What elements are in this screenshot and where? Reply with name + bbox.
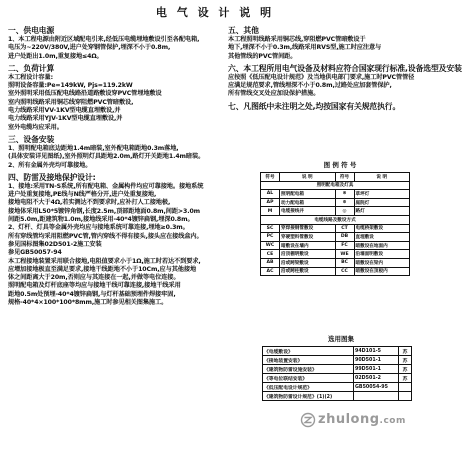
symbol-table-cell: CE [261, 250, 280, 259]
reference-table-cell: 《等电位联结安装》 [263, 374, 354, 383]
reference-table-cell: 《电缆敷设》 [263, 347, 354, 356]
reference-table-cell [399, 383, 412, 392]
symbol-table-cell: 穿焊接钢管敷设 [280, 224, 336, 233]
symbol-table-cell: ⊗ [335, 190, 354, 199]
left-text-line: 间距5.0m,距建筑物1.0m,接地线采用-40*4镀锌扁钢,埋深0.8m。 [8, 216, 194, 224]
symbol-table-row [261, 241, 410, 250]
symbol-table-cell: AL [261, 190, 280, 199]
right-column [228, 26, 462, 112]
left-text-line: 2、灯杆、灯具等金属外壳均应与接地系统可靠连接,埋地≥0.3m。 [8, 224, 189, 232]
reference-table-row [263, 347, 412, 356]
symbol-table-section-row [261, 181, 410, 190]
symbol-table-title: 图 例 符 号 [323, 161, 357, 169]
watermark-logo-icon [300, 412, 316, 428]
symbol-table-cell: 庭院灯 [354, 198, 410, 207]
reference-table-cell: 苏 [399, 356, 412, 365]
left-text-line: 规格-40*4×100*100*8mm,施工时参见相关图集施工。 [8, 299, 168, 307]
symbol-table-cell: FC [335, 241, 354, 250]
right-text-line: 所有管线交叉处应加设保护措施。 [228, 90, 320, 98]
left-text-line: 二、负荷计算 [8, 63, 55, 73]
page-title: 电 气 设 计 说 明 [155, 6, 275, 19]
symbol-table-section-title: 电缆线路及敷设方式 [261, 215, 410, 224]
left-text-line: 电力线路采用VV-1KV型电缆直埋敷设,并 [8, 107, 121, 115]
watermark-text: zhulong [318, 412, 380, 427]
reference-table-cell [354, 392, 399, 401]
symbol-table-cell: 电缆桥架敷设 [354, 224, 410, 233]
right-text-line: 地下,埋深不小于0.3m,线路采用RVS型,施工时应注意与 [228, 44, 382, 52]
reference-table-cell: 90D501-1 [354, 356, 399, 365]
symbol-table-row [261, 198, 410, 207]
symbol-table-cell: 沿墙面明敷设 [354, 250, 410, 259]
reference-table-title: 选用图集 [328, 335, 354, 343]
reference-table-cell: 《低压配电设计规范》 [263, 383, 354, 392]
symbol-table-header-cell: 说 明 [354, 173, 410, 182]
reference-table-cell: 94D101-5 [354, 347, 399, 356]
left-column [8, 26, 220, 307]
symbol-table-row [261, 267, 410, 276]
symbol-table-header-cell: 符号 [335, 173, 354, 182]
left-text-line: 1、接地:采用TN-S系统,所有配电箱、金属构件均应可靠接地。接地系统 [8, 182, 204, 190]
left-text-line: 1、本工程电源由附近区域配电引来,经低压电缆埋地敷设引至各配电箱, [8, 36, 200, 43]
reference-table-cell: 《建筑物防雷设计规范》(1)(2) [263, 392, 354, 401]
symbol-table-row [261, 258, 410, 267]
symbol-table-header-cell: 说 明 [280, 173, 336, 182]
symbol-table-cell: CC [335, 267, 354, 276]
symbol-table-cell: M [261, 207, 280, 216]
left-text-line: 电力线路采用YJV-1KV型电缆直埋敷设,并 [8, 115, 123, 123]
symbol-table-cell: 沿或跨柱敷设 [280, 267, 336, 276]
reference-table-cell [399, 392, 412, 401]
symbol-table-cell: AC [261, 267, 280, 276]
reference-table-cell: 02D501-2 [354, 374, 399, 383]
reference-table-cell: 苏 [399, 374, 412, 383]
symbol-table-cell: 沿顶棚明敷设 [280, 250, 336, 259]
left-text-line: 一、供电电源 [8, 26, 55, 35]
symbol-table-cell: 动力配电箱 [280, 198, 336, 207]
right-text-line: 其他管线的PVC管间距。 [228, 52, 297, 60]
left-text-line: 电压为~220V/380V,进户处穿钢管保护,埋深不小于0.8m, [8, 44, 171, 52]
symbol-table-row [261, 207, 410, 216]
symbol-table-cell: WE [335, 250, 354, 259]
left-text-line: 室内照明线路采用铜芯线穿阻燃PVC管暗敷设, [8, 98, 134, 106]
symbol-table-row [261, 224, 410, 233]
left-text-line: 1、照明配电箱底边距地1.4m暗装,室外配电箱距地0.3m落地, [8, 144, 179, 152]
symbol-table-section-row [261, 215, 410, 224]
left-text-line: 三、设备安装 [8, 134, 55, 144]
left-text-line: 体之间距离大于20m,否则应与其连接在一起,并做等电位连接。 [8, 274, 180, 282]
symbol-table-cell: ◎ [335, 207, 354, 216]
symbol-table-row [261, 250, 410, 259]
left-text-line: 室外照明采用低压配电线路沿道路敷设穿PVC管埋地敷设 [8, 90, 162, 98]
symbol-table-cell: 暗敷设在墙内 [280, 241, 336, 250]
left-text-line: 进户处重复接地,PE线与N线严格分开,进户处重复接地, [8, 191, 157, 199]
symbol-table-section-title: 照明配电箱及灯具 [261, 181, 410, 190]
symbol-table-cell: 草坪灯 [354, 190, 410, 199]
reference-table [262, 346, 412, 401]
right-text-line: 五、其他 [228, 26, 259, 35]
reference-table-cell: 苏 [399, 365, 412, 374]
reference-table-cell: 《建筑物防雷设施安装》 [263, 365, 354, 374]
reference-table-cell: 苏 [399, 347, 412, 356]
symbol-table-cell: 直埋敷设 [354, 233, 410, 242]
symbol-table-cell: SC [261, 224, 280, 233]
symbol-table-cell: AP [261, 198, 280, 207]
left-text-line: 进户处距出1.0m,重复接地≤4Ω。 [8, 52, 103, 60]
symbol-table-row [261, 190, 410, 199]
symbol-table-row [261, 233, 410, 242]
reference-table-row [263, 383, 412, 392]
right-text-line: 七、凡图纸中未注明之处,均按国家有关规范执行。 [228, 101, 401, 111]
symbol-table-cell: BC [335, 258, 354, 267]
symbol-table-cell: 路灯 [354, 207, 410, 216]
watermark [318, 412, 406, 427]
symbol-table-cell: PC [261, 233, 280, 242]
reference-table-row [263, 392, 412, 401]
left-text-line: 2、所有金属外壳均可靠接地。 [8, 161, 92, 169]
symbol-table [260, 172, 410, 276]
left-text-line: 照明配电箱及灯杆底座等均应与接地干线可靠连接,接地干线采用 [8, 282, 181, 290]
left-text-line: 接地电阻不大于4Ω,若实测达不到要求时,应补打人工接地极, [8, 199, 171, 207]
reference-table-cell: 《接地装置安装》 [263, 356, 354, 365]
reference-table-row [263, 374, 412, 383]
left-text-line: (具体安装详见图纸),室外照明灯具距地2.0m,路灯开关距地1.4m暗装。 [8, 153, 205, 161]
left-text-line: 照明设备容量:Pe=149kW, Pjs=119.2kW [8, 82, 133, 90]
left-text-line: 室外电缆均应采用。 [8, 123, 63, 131]
symbol-table-cell: ⊕ [335, 198, 354, 207]
left-text-line: 参见国标图集02D501-2施工安装 [8, 240, 102, 248]
symbol-table-header-cell: 符号 [261, 173, 280, 182]
right-text-line: 应满足规范要求,管线埋深不小于0.8m,过路处应加套管保护, [228, 82, 392, 90]
reference-table-cell: GB50054-95 [354, 383, 399, 392]
symbol-table-cell: 暗敷设在顶板内 [354, 267, 410, 276]
symbol-table-cell: WC [261, 241, 280, 250]
symbol-table-cell: 穿硬塑料管敷设 [280, 233, 336, 242]
symbol-table-cell: 照明配电箱 [280, 190, 336, 199]
right-text-line: 本工程照明线路采用铜芯线,穿阻燃PVC管暗敷设于 [228, 36, 366, 43]
left-text-line: 参见GB50057-94 [8, 249, 62, 257]
right-text-line: 应按照《低压配电设计规范》及当地供电部门要求,施工时PVC管管径 [228, 73, 415, 81]
reference-table-cell: 99D501-1 [354, 365, 399, 374]
symbol-table-cell: CT [335, 224, 354, 233]
left-text-line: 本工程接地装置采用联合接地,电阻值要求小于1Ω,施工时若达不到要求, [8, 257, 201, 265]
reference-table-row [263, 365, 412, 374]
left-text-line: 四、防雷及接地保护设计: [8, 172, 96, 182]
symbol-table-cell: 沿或跨梁敷设 [280, 258, 336, 267]
symbol-table-cell: AB [261, 258, 280, 267]
left-text-line: 接地体采用L50*5镀锌角钢,长度2.5m,顶部距地面0.8m,间距>3.0m [8, 207, 201, 215]
left-text-line: 应增加接地极直至满足要求,接地干线距地不小于10Cm,应与其他接地 [8, 265, 197, 273]
reference-table-row [263, 356, 412, 365]
watermark-suffix: .com [379, 416, 406, 426]
symbol-table-cell: 暗敷设在梁内 [354, 258, 410, 267]
symbol-table-cell: DB [335, 233, 354, 242]
symbol-table-cell: 电缆接线井 [280, 207, 336, 216]
left-text-line: 所有穿线管均采用阻燃PVC管,管内穿线不得有接头,接头应在接线盒内。 [8, 232, 203, 240]
symbol-table-cell: 暗敷设在地面内 [354, 241, 410, 250]
left-text-line: 距地0.5m处预埋-40*4镀锌扁钢,与灯杆基础预埋件焊接牢固, [8, 290, 176, 298]
left-text-line: 本工程设计容量: [8, 73, 53, 81]
right-text-line: 六、本工程所用电气设备及材料应符合国家现行标准,设备选型及安装 [228, 63, 462, 73]
symbol-table-header-row [261, 173, 410, 182]
